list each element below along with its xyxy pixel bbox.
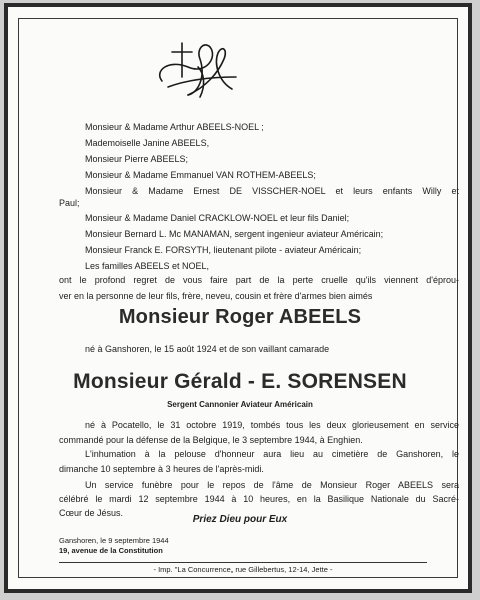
relative-line: Monsieur Pierre ABEELS; <box>85 154 189 164</box>
place-date: Ganshoren, le 9 septembre 1944 <box>59 536 169 545</box>
address: 19, avenue de la Constitution <box>59 546 163 555</box>
relative-line: Monsieur Bernard L. Mc MANAMAN, sergent ingenieur aviateur Américain; <box>85 229 384 239</box>
announcement-line: ver en la personne de leur fils, frère, neveu, cousin et frère d'armes bien aimés <box>59 291 373 301</box>
burial-line: L'inhumation à la pelouse d'honneur aura lieu au cimetière de Ganshoren, le <box>85 449 459 459</box>
printer-imprint: - Imp. "La Concurrence„ rue Gillebertus, 12-14, Jette - <box>59 562 427 574</box>
deceased-1-birth: né à Ganshoren, le 15 août 1924 et de son vaillant camarade <box>85 344 330 354</box>
service-line: Un service funèbre pour le repos de l'âme de Monsieur Roger ABEELS sera <box>85 480 459 490</box>
service-line: Cœur de Jésus. <box>59 508 124 518</box>
relative-line: Monsieur & Madame Ernest DE VISSCHER-NOEL et leurs enfants Willy et <box>85 186 459 196</box>
deceased-name-2: Monsieur Gérald - E. SORENSEN <box>73 370 407 393</box>
announcement-line: ont le profond regret de vous faire part de la perte cruelle qu'ils viennent d'éprou- <box>59 275 459 285</box>
relative-line: Mademoiselle Janine ABEELS, <box>85 138 210 148</box>
cross-monogram-emblem <box>148 37 244 101</box>
relative-line: Monsieur & Madame Daniel CRACKLOW-NOEL et leur fils Daniel; <box>85 213 350 223</box>
relative-line: Monsieur & Madame Emmanuel VAN ROTHEM-ABEELS; <box>85 170 316 180</box>
relative-line: Monsieur & Madame Arthur ABEELS-NOEL ; <box>85 122 264 132</box>
service-line: célébré le mardi 12 septembre 1944 à 10 heures, en la Basilique Nationale du Sacré- <box>59 494 459 504</box>
deceased-2-birth: commandé pour la défense de la Belgique, le 3 septembre 1944, à Enghien. <box>59 435 363 445</box>
relative-line: Paul; <box>59 198 80 208</box>
relative-line: Les familles ABEELS et NOEL, <box>85 261 210 271</box>
deceased-2-rank: Sergent Cannonier Aviateur Américain <box>167 400 313 409</box>
deceased-2-birth: né à Pocatello, le 31 octobre 1919, tombés tous les deux glorieusement en service <box>85 420 459 430</box>
relative-line: Monsieur Franck E. FORSYTH, lieutenant pilote - aviateur Américain; <box>85 245 362 255</box>
burial-line: dimanche 10 septembre à 3 heures de l'après-midi. <box>59 464 264 474</box>
prayer-line: Priez Dieu pour Eux <box>192 514 288 525</box>
deceased-name-1: Monsieur Roger ABEELS <box>118 306 362 328</box>
